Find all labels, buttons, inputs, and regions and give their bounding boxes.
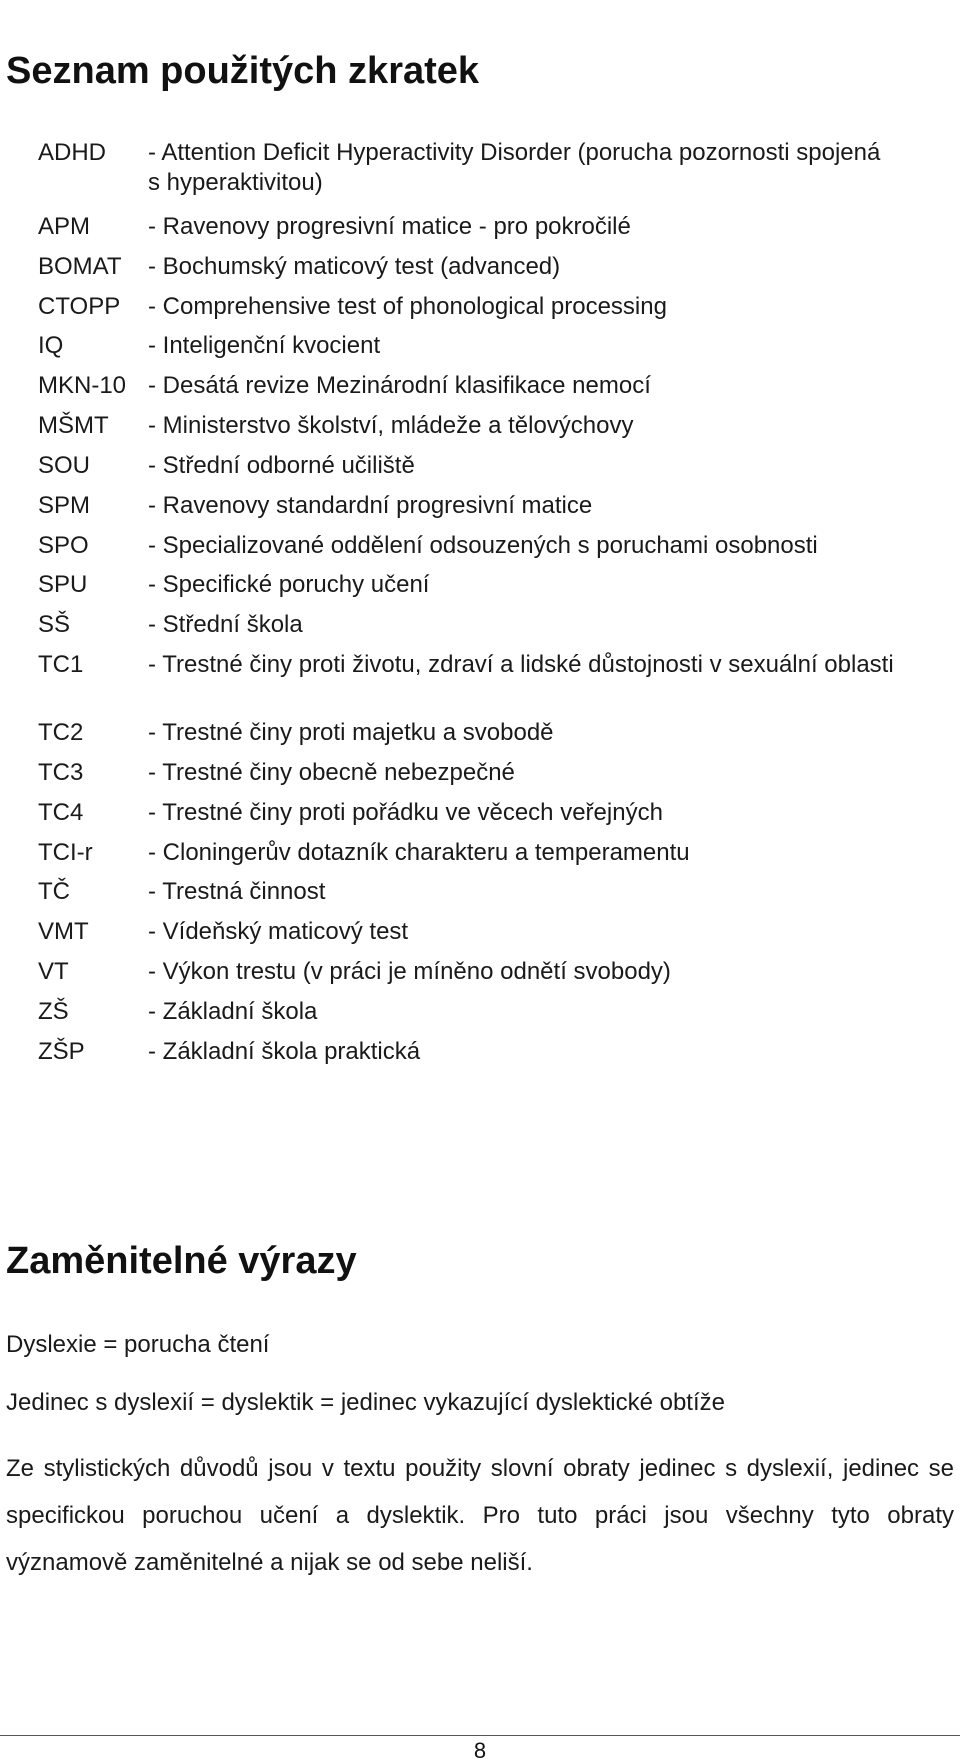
abbreviation-row — [38, 997, 918, 1027]
abbreviation-row — [38, 411, 918, 441]
synonym-jedinec: Jedinec s dyslexií = dyslektik = jedinec vykazující dyslektické obtíže — [6, 1389, 725, 1416]
abbreviation-definition: - Střední odborné učiliště — [148, 452, 415, 479]
synonym-dyslexie: Dyslexie = porucha čtení — [6, 1331, 270, 1358]
abbreviation-term: SOU — [38, 452, 91, 479]
abbreviation-row — [38, 212, 918, 242]
abbreviation-definition: - Základní škola praktická — [148, 1038, 421, 1065]
abbreviation-row — [38, 491, 918, 521]
abbreviation-definition: - Ravenovy standardní progresivní matice — [148, 492, 593, 519]
abbreviation-definition: - Specializované oddělení odsouzených s poruchami osobnosti — [148, 532, 818, 559]
abbreviation-definition: - Inteligenční kvocient — [148, 332, 381, 359]
abbreviation-term: TCI-r — [38, 839, 93, 866]
abbreviation-term: ZŠP — [38, 1038, 85, 1065]
abbreviation-definition: - Trestné činy obecně nebezpečné — [148, 759, 515, 786]
abbreviation-row — [38, 917, 918, 947]
abbreviation-term: SPU — [38, 571, 88, 598]
abbreviation-term: SŠ — [38, 611, 71, 638]
abbreviation-definition: - Trestné činy proti majetku a svobodě — [148, 719, 554, 746]
synonyms-heading: Zaměnitelné výrazy — [6, 1240, 357, 1282]
abbreviation-row — [38, 292, 918, 322]
abbreviation-row — [38, 451, 918, 481]
abbreviation-row — [38, 1037, 918, 1067]
abbreviation-row — [38, 877, 918, 907]
abbreviation-definition: - Vídeňský maticový test — [148, 918, 409, 945]
abbreviation-term: BOMAT — [38, 253, 122, 280]
abbreviation-definition: - Cloningerův dotazník charakteru a temperamentu — [148, 839, 690, 866]
abbreviation-term: SPM — [38, 492, 91, 519]
abbreviation-term: ADHD — [38, 139, 107, 166]
abbreviation-row — [38, 331, 918, 361]
abbreviation-term: TC3 — [38, 759, 84, 786]
abbreviation-row — [38, 957, 918, 987]
style-note-paragraph: Ze stylistických důvodů jsou v textu použity slovní obraty jedinec s dyslexií, jedinec se specifickou poruchou učení a dyslektik. Pro tuto práci jsou všechny tyto obraty významově zaměnitelné a nijak se od sebe neliší. — [6, 1455, 954, 1576]
abbreviation-term: CTOPP — [38, 293, 121, 320]
abbreviation-definition: - Základní škola — [148, 998, 318, 1025]
abbreviation-term: APM — [38, 213, 91, 240]
abbreviation-term: ZŠ — [38, 998, 69, 1025]
abbreviation-definition: - Desátá revize Mezinárodní klasifikace nemocí — [148, 372, 651, 399]
abbreviation-definition: - Trestná činnost — [148, 878, 326, 905]
abbreviation-row — [38, 252, 918, 282]
footer-divider — [0, 1735, 960, 1736]
abbreviations-heading: Seznam použitých zkratek — [6, 50, 480, 92]
abbreviation-definition: - Comprehensive test of phonological processing — [148, 293, 667, 320]
abbreviation-definition: - Ravenovy progresivní matice - pro pokročilé — [148, 213, 631, 240]
abbreviation-row — [38, 798, 918, 828]
page-number: 8 — [473, 1738, 487, 1763]
abbreviation-definition: - Attention Deficit Hyperactivity Disorder (porucha pozornosti spojená s hyperaktivitou) — [148, 139, 881, 196]
abbreviation-term: VT — [38, 958, 69, 985]
abbreviation-term: VMT — [38, 918, 89, 945]
abbreviation-term: TC4 — [38, 799, 84, 826]
abbreviation-definition: - Ministerstvo školství, mládeže a tělovýchovy — [148, 412, 634, 439]
abbreviation-definition: - Výkon trestu (v práci je míněno odnětí svobody) — [148, 958, 671, 985]
abbreviation-definition: - Specifické poruchy učení — [148, 571, 430, 598]
abbreviation-row — [38, 718, 918, 748]
abbreviation-row — [38, 650, 918, 680]
abbreviation-term: TC1 — [38, 651, 84, 678]
abbreviation-definition: - Bochumský maticový test (advanced) — [148, 253, 561, 280]
abbreviation-row — [38, 531, 918, 561]
abbreviation-row — [38, 570, 918, 600]
abbreviation-term: MKN-10 — [38, 372, 127, 399]
abbreviation-definition: - Trestné činy proti životu, zdraví a lidské důstojnosti v sexuální oblasti — [148, 651, 894, 678]
abbreviation-row — [38, 610, 918, 640]
abbreviation-row — [38, 138, 918, 198]
abbreviation-term: TČ — [38, 878, 70, 905]
abbreviation-term: IQ — [38, 332, 64, 359]
abbreviation-term: MŠMT — [38, 412, 109, 439]
abbreviation-definition: - Trestné činy proti pořádku ve věcech veřejných — [148, 799, 663, 826]
abbreviation-term: SPO — [38, 532, 89, 559]
abbreviation-term: TC2 — [38, 719, 84, 746]
abbreviation-row — [38, 838, 918, 868]
abbreviation-definition: - Střední škola — [148, 611, 303, 638]
abbreviation-row — [38, 758, 918, 788]
abbreviation-row — [38, 371, 918, 401]
